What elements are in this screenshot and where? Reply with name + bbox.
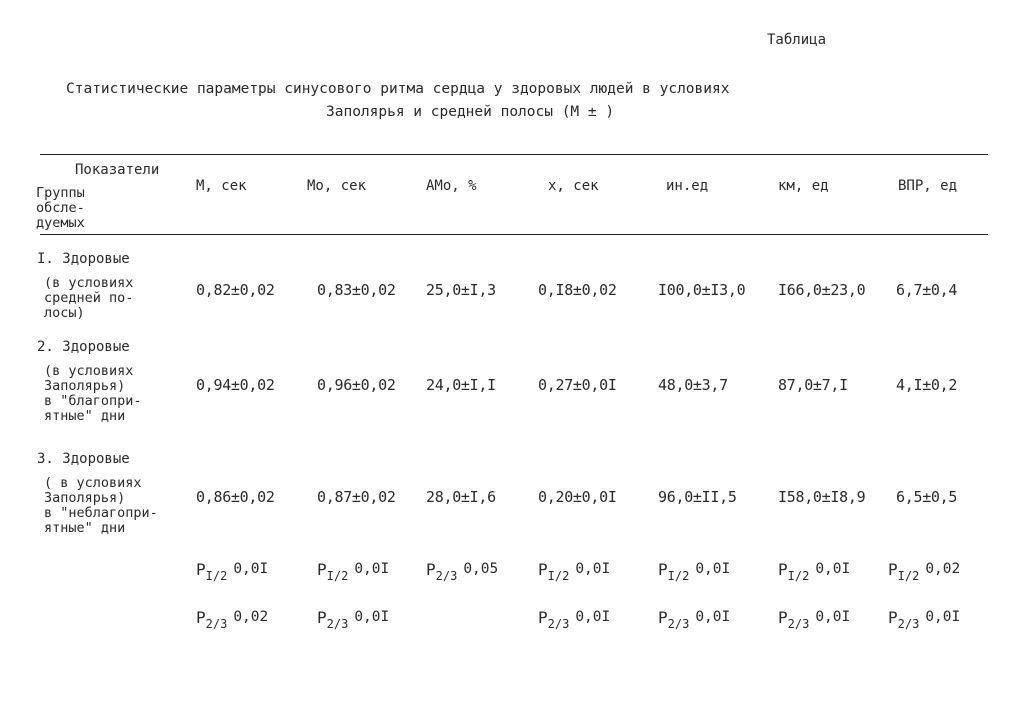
table-cell: 0,82±0,02 <box>196 281 275 299</box>
p-value-cell <box>196 560 269 583</box>
table-caption: Таблица <box>767 32 827 48</box>
header-indicators: Показатели <box>75 162 160 178</box>
p-subscript: I/2 <box>667 569 690 583</box>
p-value-cell <box>658 560 731 583</box>
table-cell: 25,0±I,3 <box>426 281 496 299</box>
group-description <box>44 476 158 536</box>
group-description-line: ятные" дни <box>44 408 126 424</box>
group-description-line: лосы) <box>44 305 85 321</box>
table-cell: I00,0±I3,0 <box>658 281 746 299</box>
p-value-cell <box>538 560 611 583</box>
p-value-cell <box>658 608 731 631</box>
table-cell: 28,0±I,6 <box>426 488 496 506</box>
p-symbol: P <box>426 560 436 579</box>
table-cell: 6,5±0,5 <box>896 488 958 506</box>
p-value: 0,0I <box>575 561 611 577</box>
p-symbol: P <box>888 608 898 627</box>
group-title: 2. Здоровые <box>37 339 130 355</box>
p-value-cell <box>888 560 961 583</box>
table-cell: 24,0±I,I <box>426 376 496 394</box>
p-value-cell <box>317 608 390 631</box>
table-cell: 6,7±0,4 <box>896 281 958 299</box>
p-value: 0,0I <box>575 609 611 625</box>
p-value: 0,0I <box>354 609 390 625</box>
p-value-cell <box>888 608 961 631</box>
group-description-line: в "неблагопри- <box>44 505 158 521</box>
p-symbol: P <box>538 560 548 579</box>
column-header-vpr: ВПР, ед <box>898 178 958 194</box>
p-value: 0,0I <box>695 561 731 577</box>
table-cell: 48,0±3,7 <box>658 376 728 394</box>
table-cell: I66,0±23,0 <box>778 281 866 299</box>
p-subscript: 2/3 <box>547 617 570 631</box>
p-subscript: 2/3 <box>435 569 458 583</box>
group-description <box>44 364 142 424</box>
table-cell: 0,86±0,02 <box>196 488 275 506</box>
group-description-line: в "благопри- <box>44 393 142 409</box>
p-subscript: I/2 <box>547 569 570 583</box>
table-cell: 87,0±7,I <box>778 376 848 394</box>
p-symbol: P <box>317 560 327 579</box>
table-cell: 0,I8±0,02 <box>538 281 617 299</box>
header-groups-line: Группы <box>36 185 85 201</box>
p-value-cell <box>538 608 611 631</box>
group-description-line: ( в условиях <box>44 475 142 491</box>
p-value: 0,0I <box>695 609 731 625</box>
header-groups-line: дуемых <box>36 215 85 231</box>
p-value-cell <box>196 608 269 631</box>
p-value: 0,0I <box>925 609 961 625</box>
group-title: I. Здоровые <box>37 251 130 267</box>
p-value-cell <box>778 560 851 583</box>
p-subscript: 2/3 <box>897 617 920 631</box>
p-value: 0,0I <box>815 609 851 625</box>
column-header-m: М, сек <box>196 178 247 194</box>
column-header-x: х, сек <box>548 178 599 194</box>
p-subscript: 2/3 <box>326 617 349 631</box>
table-cell: 0,96±0,02 <box>317 376 396 394</box>
p-symbol: P <box>196 608 206 627</box>
group-title: 3. Здоровые <box>37 451 130 467</box>
p-symbol: P <box>196 560 206 579</box>
table-cell: I58,0±I8,9 <box>778 488 866 506</box>
table-cell: 0,94±0,02 <box>196 376 275 394</box>
table-cell: 96,0±II,5 <box>658 488 737 506</box>
p-value: 0,02 <box>925 561 961 577</box>
group-description-line: Заполярья) <box>44 490 126 506</box>
group-description-line: Заполярья) <box>44 378 126 394</box>
group-description <box>44 276 133 321</box>
p-value: 0,0I <box>233 561 269 577</box>
p-symbol: P <box>538 608 548 627</box>
p-subscript: I/2 <box>205 569 228 583</box>
p-value-cell <box>426 560 499 583</box>
p-subscript: I/2 <box>787 569 810 583</box>
header-rule <box>40 234 988 235</box>
group-description-line: (в условиях <box>44 275 134 291</box>
p-value: 0,0I <box>354 561 390 577</box>
header-groups-line: обсле- <box>36 200 85 216</box>
table-cell: 4,I±0,2 <box>896 376 958 394</box>
table-title-line-2: Заполярья и средней полосы (М ± ) <box>326 104 615 120</box>
p-value: 0,02 <box>233 609 269 625</box>
p-symbol: P <box>317 608 327 627</box>
p-subscript: 2/3 <box>667 617 690 631</box>
p-symbol: P <box>888 560 898 579</box>
p-symbol: P <box>778 560 788 579</box>
p-subscript: I/2 <box>326 569 349 583</box>
p-symbol: P <box>778 608 788 627</box>
p-value: 0,05 <box>463 561 499 577</box>
header-groups <box>36 186 85 231</box>
table-cell: 0,83±0,02 <box>317 281 396 299</box>
table-cell: 0,20±0,0I <box>538 488 617 506</box>
p-symbol: P <box>658 560 668 579</box>
table-title-line-1: Статистические параметры синусового ритма сердца у здоровых людей в условиях <box>66 81 730 97</box>
top-rule <box>40 154 988 155</box>
column-header-km: км, ед <box>778 178 829 194</box>
group-description-line: средней по- <box>44 290 134 306</box>
column-header-amo: АМо, % <box>426 178 477 194</box>
p-subscript: I/2 <box>897 569 920 583</box>
column-header-in: ин.ед <box>666 178 709 194</box>
table-cell: 0,27±0,0I <box>538 376 617 394</box>
group-description-line: ятные" дни <box>44 520 126 536</box>
column-header-mo: Мо, сек <box>307 178 367 194</box>
p-value-cell <box>317 560 390 583</box>
group-description-line: (в условиях <box>44 363 134 379</box>
p-subscript: 2/3 <box>205 617 228 631</box>
p-value-cell <box>778 608 851 631</box>
p-subscript: 2/3 <box>787 617 810 631</box>
p-value: 0,0I <box>815 561 851 577</box>
p-symbol: P <box>658 608 668 627</box>
table-cell: 0,87±0,02 <box>317 488 396 506</box>
